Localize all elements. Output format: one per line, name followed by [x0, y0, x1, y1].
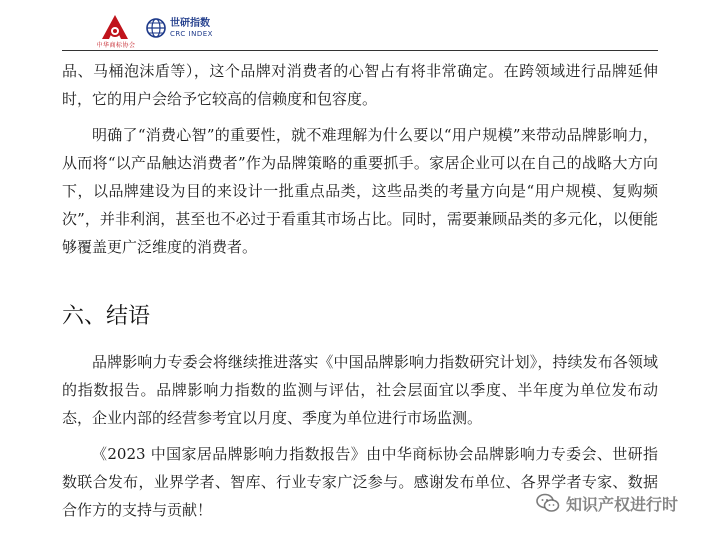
- paragraph-conclusion-2: 《2023 中国家居品牌影响力指数报告》由中华商标协会品牌影响力专委会、世研指数联合发布，业界学者、智库、行业专家广泛参与。感谢发布单位、各界学者专家、数据合作方的支持与贡献！: [62, 445, 658, 519]
- crc-index-logo: [146, 18, 213, 38]
- paragraph-continued: 品、马桶泡沫盾等），这个品牌对消费者的心智占有将非常确定。在跨领域进行品牌延伸时，它的用户会给予它较高的信赖度和包容度。: [62, 62, 658, 108]
- paragraph-conclusion-1: 品牌影响力专委会将继续推进落实《中国品牌影响力指数研究计划》，持续发布各领域的指数报告。品牌影响力指数的监测与评估，社会层面宜以季度、半年度为单位发布动态，企业内部的经营参考宜以月度、季度为单位进行市场监测。: [62, 353, 658, 427]
- logo2-name-cn: 世研指数: [170, 17, 210, 29]
- document-body: [62, 57, 658, 524]
- watermark-text: 知识产权进行时: [566, 494, 679, 514]
- page-header: [84, 14, 213, 50]
- trademark-association-emblem-icon: [98, 14, 132, 40]
- header-divider: [62, 50, 658, 51]
- paragraph-consumer-mindset: 明确了“消费心智”的重要性，就不难理解为什么要以“用户规模”来带动品牌影响力，从而将“以产品触达消费者”作为品牌策略的重要抓手。家居企业可以在自己的战略大方向下，以品牌建设为目的来设计一批重点品类，这些品类的考量方向是“用户规模、复购频次”，并非利润，甚至也不必过于看重其市场占比。同时，需要兼顾品类的多元化，以便能够覆盖更广泛维度的消费者。: [62, 126, 658, 256]
- wechat-icon: [536, 493, 560, 513]
- wechat-watermark: [536, 490, 678, 516]
- section-heading: 六、结语: [62, 304, 151, 329]
- trademark-association-logo: [84, 14, 144, 50]
- globe-icon: [146, 18, 166, 38]
- logo2-name-en: CRC INDEX: [170, 29, 213, 38]
- logo1-subtitle: 中华商标协会: [96, 42, 136, 49]
